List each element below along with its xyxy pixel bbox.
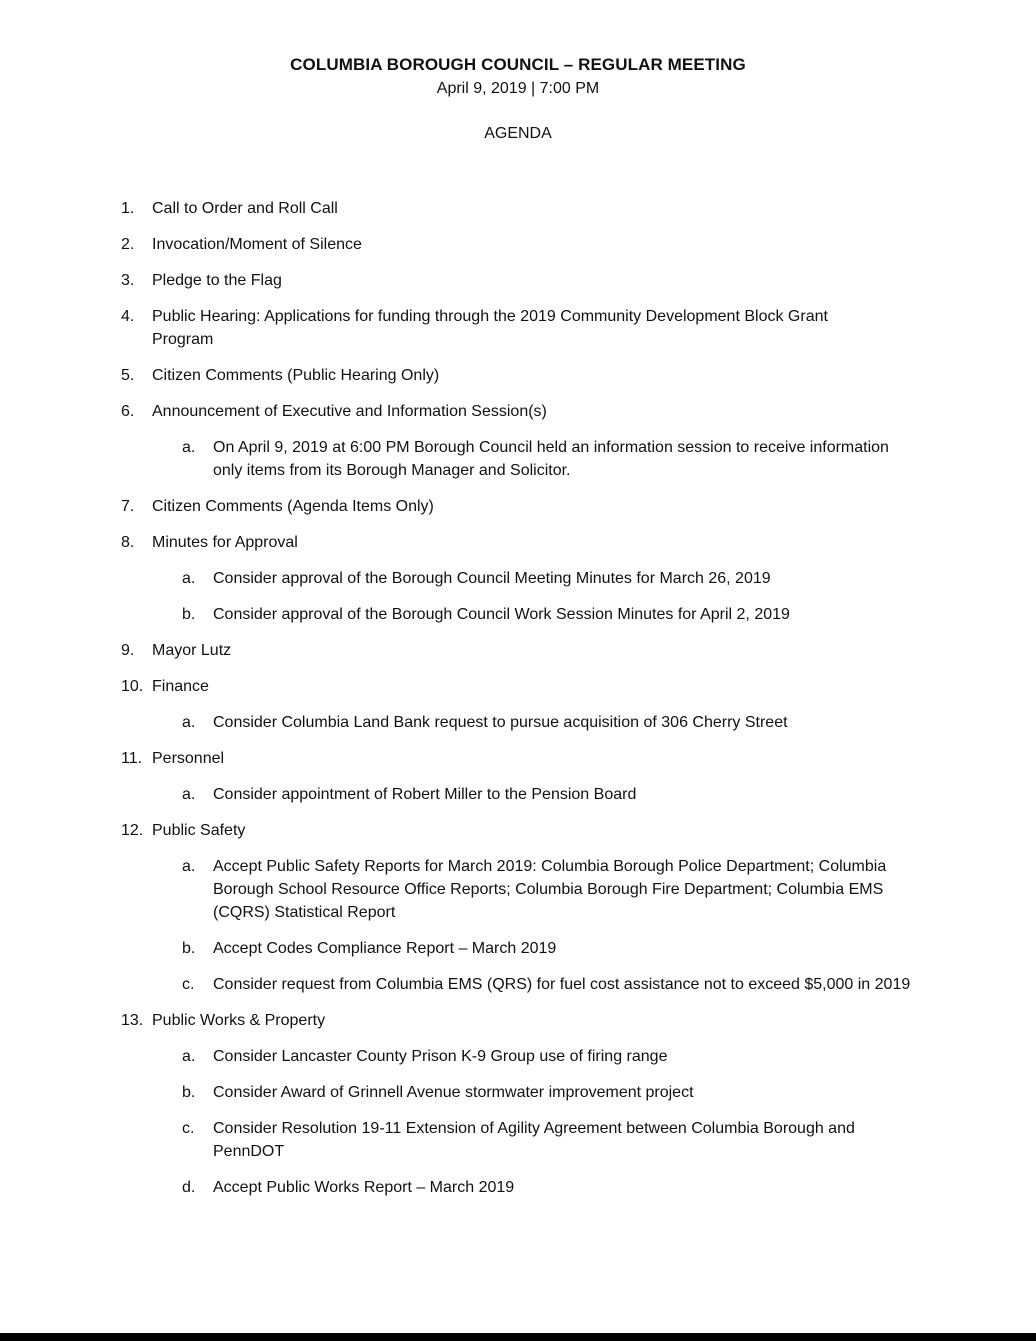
- agenda-item-number: 9.: [121, 642, 135, 659]
- agenda-item-text: Mayor Lutz: [152, 642, 232, 659]
- agenda-item-number: 6.: [121, 403, 135, 420]
- agenda-subitem-text: Consider approval of the Borough Council Meeting Minutes for March 26, 2019: [213, 570, 771, 587]
- agenda-subitem-letter: a.: [182, 714, 196, 731]
- agenda-subitem-text: Accept Public Works Report – March 2019: [213, 1179, 515, 1196]
- agenda-item-number: 5.: [121, 367, 135, 384]
- meeting-date-time: April 9, 2019 | 7:00 PM: [436, 80, 600, 97]
- agenda-subitem-letter: b.: [182, 940, 196, 957]
- agenda-subitem-letter: b.: [182, 1084, 196, 1101]
- agenda-subitem: [0, 436, 913, 482]
- agenda-subitem-text: Accept Codes Compliance Report – March 2019: [213, 940, 557, 957]
- agenda-subitem: [0, 567, 913, 590]
- agenda-item: [0, 305, 892, 351]
- agenda-subitem-letter: a.: [182, 786, 196, 803]
- agenda-subitem-letter: d.: [182, 1179, 196, 1196]
- agenda-item: [0, 675, 892, 698]
- agenda-subitem-text: Accept Public Safety Reports for March 2019: Columbia Borough Police Department; Columbia Borough School Resource Office Reports; Columbia Borough Fire Department; Columbia EMS (CQRS) Statistical Report: [213, 858, 887, 921]
- agenda-subitem: [0, 855, 913, 924]
- agenda-item-text: Invocation/Moment of Silence: [152, 236, 362, 253]
- agenda-item-number: 1.: [121, 200, 135, 217]
- agenda-subitem-text: Consider Columbia Land Bank request to pursue acquisition of 306 Cherry Street: [213, 714, 788, 731]
- agenda-subitem-letter: a.: [182, 570, 196, 587]
- agenda-item-text: Citizen Comments (Agenda Items Only): [152, 498, 434, 515]
- agenda-item: [0, 747, 892, 770]
- agenda-item-text: Pledge to the Flag: [152, 272, 282, 289]
- agenda-subitem-letter: c.: [182, 976, 195, 993]
- agenda-item-text: Announcement of Executive and Information Session(s): [152, 403, 547, 420]
- agenda-item: [0, 495, 892, 518]
- agenda-subitem: [0, 1081, 913, 1104]
- agenda-subitem-letter: a.: [182, 439, 196, 456]
- agenda-subitem: [0, 937, 913, 960]
- agenda-subitem-letter: c.: [182, 1120, 195, 1137]
- agenda-item: [0, 400, 892, 423]
- agenda-item-number: 7.: [121, 498, 135, 515]
- agenda-item: [0, 1009, 892, 1032]
- agenda-subitem-text: Consider request from Columbia EMS (QRS) for fuel cost assistance not to exceed $5,000 in 2019: [213, 976, 911, 993]
- agenda-subitem-text: Consider approval of the Borough Council Work Session Minutes for April 2, 2019: [213, 606, 790, 623]
- agenda-item-number: 11.: [121, 750, 143, 767]
- agenda-subitem-text: Consider appointment of Robert Miller to the Pension Board: [213, 786, 637, 803]
- agenda-subitem: [0, 1117, 913, 1163]
- agenda-subitem-text: Consider Award of Grinnell Avenue stormwater improvement project: [213, 1084, 694, 1101]
- agenda-item-text: Personnel: [152, 750, 225, 767]
- agenda-item-number: 12.: [121, 822, 144, 839]
- agenda-item-number: 3.: [121, 272, 135, 289]
- agenda-item-number: 10.: [121, 678, 144, 695]
- agenda-subitem: [0, 1176, 913, 1199]
- agenda-item-text: Public Hearing: Applications for funding through the 2019 Community Development Block Grant Program: [152, 308, 828, 348]
- agenda-item-number: 2.: [121, 236, 135, 253]
- bottom-border: [0, 1333, 1036, 1341]
- agenda-item-text: Call to Order and Roll Call: [152, 200, 338, 217]
- agenda-subitem: [0, 973, 913, 996]
- agenda-subitem: [0, 711, 913, 734]
- agenda-subitem: [0, 1045, 913, 1068]
- agenda-item: [0, 269, 892, 292]
- page-title: COLUMBIA BOROUGH COUNCIL – REGULAR MEETING: [290, 55, 746, 74]
- agenda-subitem-text: On April 9, 2019 at 6:00 PM Borough Council held an information session to receive information only items from its Borough Manager and Solicitor.: [213, 439, 889, 479]
- agenda-subitem: [0, 783, 913, 806]
- agenda-item-text: Finance: [152, 678, 209, 695]
- agenda-subitem-letter: b.: [182, 606, 196, 623]
- agenda-item-text: Citizen Comments (Public Hearing Only): [152, 367, 440, 384]
- agenda-item-text: Public Works & Property: [152, 1012, 326, 1029]
- agenda-subitem-text: Consider Resolution 19-11 Extension of Agility Agreement between Columbia Borough and PennDOT: [213, 1120, 855, 1160]
- agenda-item-number: 13.: [121, 1012, 144, 1029]
- agenda-item: [0, 531, 892, 554]
- agenda-subitem: [0, 603, 913, 626]
- agenda-item-text: Minutes for Approval: [152, 534, 298, 551]
- agenda-subitem-text: Consider Lancaster County Prison K-9 Group use of firing range: [213, 1048, 668, 1065]
- agenda-item: [0, 819, 892, 842]
- agenda-item: [0, 364, 892, 387]
- agenda-item-number: 8.: [121, 534, 135, 551]
- agenda-item: [0, 233, 892, 256]
- agenda-subitem-letter: a.: [182, 1048, 196, 1065]
- agenda-subitem-letter: a.: [182, 858, 196, 875]
- agenda-item-number: 4.: [121, 308, 135, 325]
- agenda-item-text: Public Safety: [152, 822, 246, 839]
- agenda-heading: AGENDA: [484, 125, 552, 142]
- agenda-item: [0, 197, 892, 220]
- agenda-list: [0, 197, 1036, 1212]
- agenda-item: [0, 639, 892, 662]
